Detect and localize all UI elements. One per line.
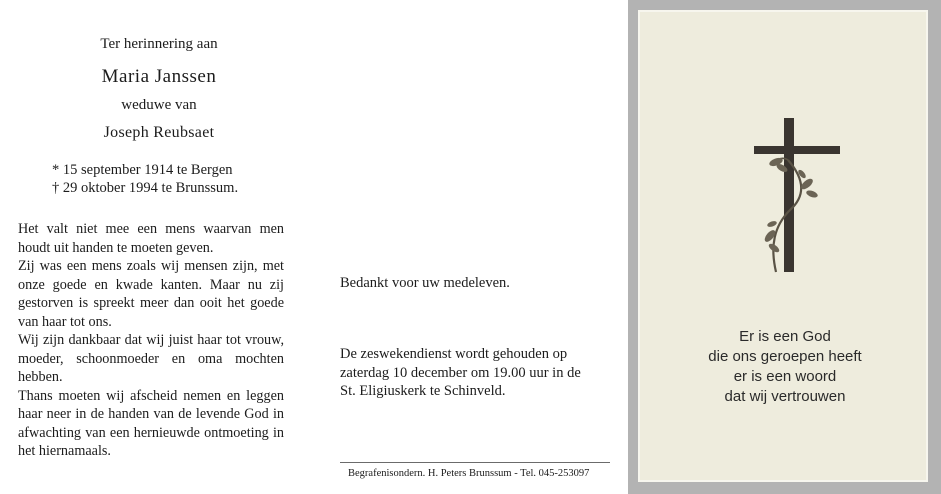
middle-page: [318, 0, 628, 494]
poem-line: die ons geroepen heeft: [708, 348, 862, 365]
left-page: [0, 0, 318, 494]
husband-name: Joseph Reubsaet: [103, 124, 215, 141]
poem: [640, 327, 930, 407]
cross-with-vine-icon: [744, 112, 844, 292]
memorial-intro: Ter herinnering aan: [100, 36, 218, 52]
poem-line: dat wij vertrouwen: [724, 388, 846, 405]
service-announcement: [340, 345, 610, 401]
thanks-text: Bedankt voor uw medeleven.: [340, 275, 510, 291]
life-dates: [52, 161, 238, 197]
service-line: St. Eligiuskerk te Schinveld.: [340, 383, 506, 399]
memorial-card-front: [638, 10, 928, 482]
widow-of-label: weduwe van: [121, 97, 197, 113]
footer-divider: [340, 462, 610, 463]
poem-line: Er is een God: [739, 328, 831, 345]
service-line: zaterdag 10 december om 19.00 uur in de: [340, 364, 581, 381]
memorial-paragraph: Zij was een mens zoals wij mensen zijn, met onze goede en kwade kanten. Maar nu zij gestorven is spreekt meer dan ooit het goede van haar tot ons.: [18, 258, 284, 330]
birth-date: * 15 september 1914 te Bergen: [52, 162, 233, 178]
memorial-paragraph: Het valt niet mee een mens waarvan men houdt uit handen te moeten geven.: [18, 221, 284, 256]
funeral-director-footer: Begrafenisondern. H. Peters Brunssum - Tel. 045-253097: [348, 468, 590, 479]
memorial-paragraph: Wij zijn dankbaar dat wij juist haar tot vrouw, moeder, schoonmoeder en oma mochten hebben.: [18, 332, 284, 385]
memorial-paragraph: Thans moeten wij afscheid nemen en leggen haar neer in de handen van de levende God in afwachting van een hernieuwde ontmoeting in het hiernamaals.: [18, 387, 284, 459]
poem-line: er is een woord: [733, 368, 837, 385]
deceased-name: Maria Janssen: [101, 66, 217, 87]
service-line: De zeswekendienst wordt gehouden op: [340, 346, 568, 362]
death-date: † 29 oktober 1994 te Brunssum.: [52, 180, 239, 196]
right-page: [628, 0, 941, 494]
memorial-text: [18, 220, 284, 461]
